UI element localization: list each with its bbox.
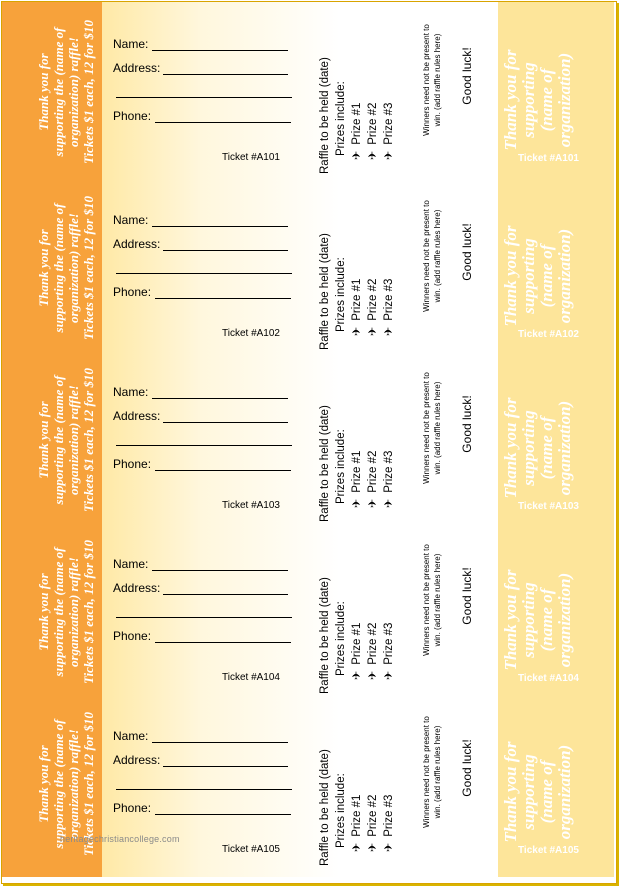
address-label: Address: — [113, 237, 161, 251]
left-stub-line: Thank you for — [36, 401, 51, 479]
raffle-date: Raffle to be held (date) — [319, 57, 331, 174]
phone-label: Phone: — [113, 457, 152, 471]
right-stub-line: (name of — [537, 416, 556, 480]
right-stub-line: (name of — [537, 588, 556, 652]
phone-label: Phone: — [113, 629, 152, 643]
raffle-date: Raffle to be held (date) — [319, 749, 331, 866]
name-line[interactable] — [152, 50, 288, 51]
watermark: heritagechristiancollege.com — [60, 834, 180, 844]
paper-plane-icon: ✈ — [351, 150, 363, 160]
address-label: Address: — [113, 61, 161, 75]
ticket — [0, 178, 620, 350]
prize-item: ✈Prize #1 — [351, 102, 363, 160]
prize-item: ✈Prize #2 — [367, 102, 379, 160]
ticket-number-stub: Ticket #A104 — [518, 673, 579, 684]
ticket-number: Ticket #A102 — [222, 328, 280, 339]
right-stub-text — [502, 40, 578, 160]
left-stub-line: Tickets $1 each, 12 for $10 — [81, 196, 96, 340]
raffle-info — [317, 554, 397, 694]
ticket-number-stub: Ticket #A105 — [518, 845, 579, 856]
right-stub-line: (name of — [537, 760, 556, 824]
right-stub-text — [502, 216, 578, 336]
raffle-rules: Winners need not be present to win. (add raffle rules here) — [422, 544, 442, 656]
paper-plane-icon: ✈ — [351, 498, 363, 508]
raffle-date: Raffle to be held (date) — [319, 233, 331, 350]
phone-label: Phone: — [113, 285, 152, 299]
good-luck: Good luck! — [460, 739, 474, 797]
name-label: Name: — [113, 729, 149, 743]
right-stub-line: supporting — [519, 238, 538, 314]
raffle-rules: Winners need not be present to win. (add raffle rules here) — [422, 716, 442, 828]
address-line-2[interactable] — [116, 97, 292, 98]
paper-plane-icon: ✈ — [367, 150, 379, 160]
phone-line[interactable] — [155, 470, 291, 471]
prize-item: ✈Prize #1 — [351, 622, 363, 680]
right-stub-text — [502, 732, 578, 852]
prizes-heading: Prizes include: — [335, 81, 347, 156]
address-line[interactable] — [163, 74, 288, 75]
left-stub-line: supporting the (name of — [51, 203, 66, 333]
raffle-info — [317, 34, 397, 174]
left-stub-line: Thank you for — [36, 745, 51, 823]
ticket-number-stub: Ticket #A103 — [518, 501, 579, 512]
phone-line[interactable] — [155, 642, 291, 643]
left-stub-line: Thank you for — [36, 229, 51, 307]
right-stub-line: Thank you for — [501, 569, 520, 671]
paper-plane-icon: ✈ — [367, 842, 379, 852]
left-stub-line: Tickets $1 each, 12 for $10 — [81, 540, 96, 684]
left-stub-text — [36, 527, 100, 697]
raffle-date: Raffle to be held (date) — [319, 405, 331, 522]
ticket-number-stub: Ticket #A101 — [518, 153, 579, 164]
left-stub-line: organization) raffle! — [66, 729, 81, 839]
right-stub-line: supporting — [519, 582, 538, 658]
ticket — [0, 2, 620, 174]
good-luck: Good luck! — [460, 223, 474, 281]
left-stub-line: organization) raffle! — [66, 213, 81, 323]
address-line[interactable] — [163, 250, 288, 251]
left-stub-line: supporting the (name of — [51, 375, 66, 505]
prizes-heading: Prizes include: — [335, 773, 347, 848]
right-stub-line: (name of — [537, 244, 556, 308]
name-line[interactable] — [152, 226, 288, 227]
paper-plane-icon: ✈ — [351, 326, 363, 336]
address-line[interactable] — [163, 422, 288, 423]
phone-line[interactable] — [155, 122, 291, 123]
right-stub-line: Thank you for — [501, 741, 520, 843]
name-line[interactable] — [152, 570, 288, 571]
good-luck: Good luck! — [460, 47, 474, 105]
prize-item: ✈Prize #3 — [383, 278, 395, 336]
paper-plane-icon: ✈ — [351, 842, 363, 852]
paper-plane-icon: ✈ — [383, 842, 395, 852]
left-stub-text — [36, 7, 100, 177]
right-stub-line: supporting — [519, 410, 538, 486]
name-label: Name: — [113, 213, 149, 227]
right-stub-text — [502, 560, 578, 680]
name-line[interactable] — [152, 742, 288, 743]
raffle-info — [317, 726, 397, 866]
right-stub-line: organization) — [555, 744, 574, 840]
prize-item: ✈Prize #2 — [367, 450, 379, 508]
phone-line[interactable] — [155, 814, 291, 815]
phone-line[interactable] — [155, 298, 291, 299]
address-label: Address: — [113, 753, 161, 767]
paper-plane-icon: ✈ — [367, 498, 379, 508]
left-stub-line: organization) raffle! — [66, 37, 81, 147]
left-stub-line: Tickets $1 each, 12 for $10 — [81, 20, 96, 164]
ticket-number: Ticket #A105 — [222, 844, 280, 855]
raffle-rules: Winners need not be present to win. (add raffle rules here) — [422, 24, 442, 136]
left-stub-text — [36, 183, 100, 353]
phone-label: Phone: — [113, 801, 152, 815]
prize-item: ✈Prize #3 — [383, 450, 395, 508]
paper-plane-icon: ✈ — [367, 670, 379, 680]
right-stub-line: organization) — [555, 228, 574, 324]
left-stub-line: Tickets $1 each, 12 for $10 — [81, 712, 96, 856]
left-stub-line: Thank you for — [36, 53, 51, 131]
address-label: Address: — [113, 581, 161, 595]
right-stub-line: supporting — [519, 754, 538, 830]
right-stub-line: Thank you for — [501, 49, 520, 151]
right-stub-line: organization) — [555, 400, 574, 496]
prize-item: ✈Prize #2 — [367, 794, 379, 852]
raffle-date: Raffle to be held (date) — [319, 577, 331, 694]
left-stub-line: Tickets $1 each, 12 for $10 — [81, 368, 96, 512]
ticket-number: Ticket #A101 — [222, 152, 280, 163]
prize-item: ✈Prize #1 — [351, 794, 363, 852]
prizes-heading: Prizes include: — [335, 429, 347, 504]
ticket-number-stub: Ticket #A102 — [518, 329, 579, 340]
prizes-heading: Prizes include: — [335, 601, 347, 676]
address-line[interactable] — [163, 766, 288, 767]
prize-item: ✈Prize #1 — [351, 450, 363, 508]
prize-item: ✈Prize #3 — [383, 102, 395, 160]
left-stub-line: organization) raffle! — [66, 557, 81, 667]
paper-plane-icon: ✈ — [383, 498, 395, 508]
address-line[interactable] — [163, 594, 288, 595]
left-stub-line: supporting the (name of — [51, 27, 66, 157]
right-stub-line: Thank you for — [501, 225, 520, 327]
left-stub-text — [36, 355, 100, 525]
raffle-info — [317, 382, 397, 522]
raffle-rules: Winners need not be present to win. (add raffle rules here) — [422, 200, 442, 312]
paper-plane-icon: ✈ — [383, 670, 395, 680]
name-label: Name: — [113, 385, 149, 399]
phone-label: Phone: — [113, 109, 152, 123]
prize-item: ✈Prize #1 — [351, 278, 363, 336]
ticket — [0, 522, 620, 694]
right-stub-line: Thank you for — [501, 397, 520, 499]
address-line-2[interactable] — [116, 273, 292, 274]
ticket-number: Ticket #A103 — [222, 500, 280, 511]
paper-plane-icon: ✈ — [383, 150, 395, 160]
name-label: Name: — [113, 37, 149, 51]
right-stub-line: (name of — [537, 68, 556, 132]
address-line-2[interactable] — [116, 617, 292, 618]
left-stub-line: supporting the (name of — [51, 719, 66, 849]
prize-item: ✈Prize #2 — [367, 622, 379, 680]
paper-plane-icon: ✈ — [367, 326, 379, 336]
right-stub-text — [502, 388, 578, 508]
name-label: Name: — [113, 557, 149, 571]
raffle-info — [317, 210, 397, 350]
left-stub-line: organization) raffle! — [66, 385, 81, 495]
address-label: Address: — [113, 409, 161, 423]
prizes-heading: Prizes include: — [335, 257, 347, 332]
paper-plane-icon: ✈ — [383, 326, 395, 336]
ticket — [0, 350, 620, 522]
prize-item: ✈Prize #2 — [367, 278, 379, 336]
right-stub-line: organization) — [555, 52, 574, 148]
good-luck: Good luck! — [460, 395, 474, 453]
name-line[interactable] — [152, 398, 288, 399]
prize-item: ✈Prize #3 — [383, 622, 395, 680]
address-line-2[interactable] — [116, 445, 292, 446]
ticket-number: Ticket #A104 — [222, 672, 280, 683]
right-stub-line: organization) — [555, 572, 574, 668]
prize-item: ✈Prize #3 — [383, 794, 395, 852]
raffle-rules: Winners need not be present to win. (add raffle rules here) — [422, 372, 442, 484]
left-stub-line: supporting the (name of — [51, 547, 66, 677]
right-stub-line: supporting — [519, 62, 538, 138]
paper-plane-icon: ✈ — [351, 670, 363, 680]
good-luck: Good luck! — [460, 567, 474, 625]
left-stub-line: Thank you for — [36, 573, 51, 651]
address-line-2[interactable] — [116, 789, 292, 790]
